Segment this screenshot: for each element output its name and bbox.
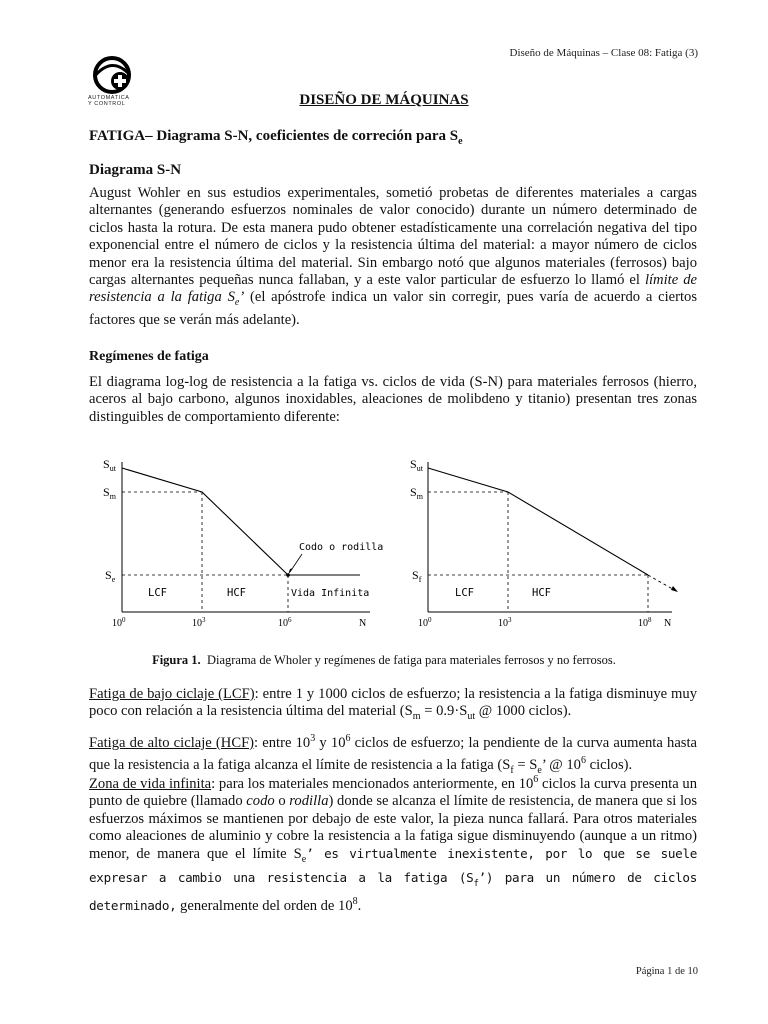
- hcf-text-3: ciclos de esfuerzo; la pendiente de la curva aumenta hasta que la resistencia a la fatiga alcanza el límite de resistencia a la fatiga (S: [89, 734, 698, 774]
- infinite-text-5: generalmente del orden de 10: [176, 897, 353, 914]
- paragraph-regimenes: El diagrama log-log de resistencia a la fatiga vs. ciclos de vida (S-N) para materiales ferrosos (hierro, aceros al bajo carbono, algunos inoxidables, aleaciones de molibdeno y titanio) presentan tres zonas distinguibles de comportamiento diferente:: [89, 374, 697, 425]
- right-diagram: [410, 457, 678, 629]
- subtitle-subscript: e: [458, 136, 463, 147]
- logo-caption-line1: AUTOMATICA: [88, 95, 130, 101]
- heading-diagrama-sn: Diagrama S-N: [89, 162, 182, 178]
- hcf-text-4: = S: [513, 757, 538, 774]
- lcf-text-1: : entre 1 y 1000 ciclos de esfuerzo; la resistencia a la fatiga disminuye muy poco con relación a la resistencia última del material (S: [89, 686, 697, 720]
- right-sn-curve: [428, 468, 648, 575]
- figure-sn-diagrams: [0, 440, 768, 640]
- subtitle-text: FATIGA– Diagrama S-N, coeficientes de correción para S: [89, 128, 459, 144]
- logo-emblem-icon: [86, 55, 146, 97]
- left-y-label-se: $S_e$: [105, 568, 116, 584]
- right-y-label-sf: $S_f$: [412, 568, 422, 584]
- left-zone-lcf: LCF: [148, 587, 167, 599]
- infinite-text-2: ciclos la curva presenta un punto de quiebre (llamado: [89, 775, 698, 810]
- document-title: DISEÑO DE MÁQUINAS: [299, 92, 469, 108]
- right-arrowhead: [671, 586, 678, 592]
- caption-text: Diagrama de Wholer y regímenes de fatiga para materiales ferrosos y no ferrosos.: [206, 653, 616, 667]
- wohler-term-tail: ’: [239, 289, 245, 306]
- document-subtitle: [89, 128, 463, 147]
- infinite-italic-codo: codo: [246, 793, 275, 810]
- lcf-text-3: @ 1000 ciclos).: [475, 703, 572, 720]
- hcf-sub-1: f: [510, 765, 514, 777]
- running-header: Diseño de Máquinas – Clase 08: Fatiga (3): [509, 47, 698, 59]
- infinite-mono-sub: f: [473, 878, 479, 889]
- paragraph-lcf: [89, 686, 697, 726]
- infinite-mono-1: ’ es virtualmente inexistente, por lo que se suele expresar a cambio una resistencia a la fatiga (S: [89, 846, 698, 885]
- right-zone-hcf: HCF: [532, 587, 551, 599]
- hcf-sup-3: 6: [580, 755, 586, 767]
- left-y-label-sut: $S_{ut}$: [103, 457, 116, 473]
- infinite-sup-2: 8: [352, 896, 358, 908]
- paragraph-wohler: [89, 185, 697, 329]
- hcf-text-5: ’ @ 10: [541, 757, 581, 774]
- lcf-sub-2: ut: [467, 711, 476, 723]
- right-x-label-1e3: $10^3$: [498, 616, 512, 629]
- infinite-text-1: : para los materiales mencionados anteriormente, en 10: [211, 775, 534, 792]
- hcf-text-1: : entre 10: [254, 734, 311, 751]
- left-zone-infinite: Vida Infinita: [291, 588, 370, 599]
- page-footer: Página 1 de 10: [635, 966, 698, 977]
- left-axis-label-n: N: [359, 618, 367, 629]
- left-x-label-1e3: $10^3$: [192, 616, 206, 629]
- hcf-sup-1: 3: [310, 733, 316, 744]
- infinite-text-3: o: [274, 793, 290, 810]
- hcf-text-2: y 10: [315, 734, 346, 751]
- left-x-label-1e0: $10^0$: [112, 616, 126, 629]
- left-sn-curve: [122, 468, 360, 575]
- heading-regimenes: Regímenes de fatiga: [89, 349, 209, 364]
- infinite-sup-1: 6: [533, 774, 539, 785]
- left-x-label-1e6: $10^6$: [278, 616, 292, 629]
- infinite-mono-2: ’) para un número de ciclos determinado,: [89, 869, 697, 913]
- right-zone-lcf: LCF: [455, 587, 474, 599]
- wohler-term-sub: e: [234, 297, 240, 309]
- lcf-sub-1: m: [412, 711, 421, 723]
- paragraph-infinite-life: [89, 771, 697, 915]
- right-x-label-1e8: $10^8$: [638, 616, 652, 629]
- caption-label: Figura 1.: [152, 653, 201, 667]
- left-zone-hcf: HCF: [227, 587, 246, 599]
- sn-diagrams-svg: [0, 440, 768, 640]
- left-y-label-sm: $S_m$: [103, 485, 116, 501]
- right-y-label-sm: $S_m$: [410, 485, 423, 501]
- infinite-text-6: .: [357, 897, 362, 914]
- wohler-text-2: (el apóstrofe indica un valor sin corregir, pues varía de acuerdo a ciertos factores que se verán más adelante).: [89, 289, 698, 328]
- hcf-term: Fatiga de alto ciclaje (HCF): [89, 734, 255, 751]
- wohler-text-1: August Wohler en sus estudios experimentales, sometió probetas de diferentes materiales a cargas alternantes (generando esfuerzos nominales de valor conocido) durante un número determinado de ciclos hasta la rotura. De esta manera pudo obtener estadísticamente una correlación negativa del tipo exponencial entre el número de ciclos y la resistencia última del material: a mayor número de ciclos menor era la resistencia última del material. Sin embargo notó que algunos materiales (ferrosos) bajo cargas alternantes pequeñas nunca fallaban, y a este valor particular de esfuerzo lo llamó el: [89, 185, 697, 289]
- left-diagram: [103, 457, 383, 629]
- right-x-label-1e0: $10^0$: [418, 616, 432, 629]
- infinite-text-4: ) donde se alcanza el límite de resistencia, de manera que si los esfuerzos máximos se mantienen por debajo de este valor, la pieza nunca fallará. Para otros materiales como aleaciones de aluminio y cobre la resistencia a la fatiga sigue disminuyendo (aunque a un ritmo) menor, de manera que el límite S: [89, 793, 697, 863]
- right-axis-label-n: N: [664, 618, 672, 629]
- wohler-term-text: límite de resistencia a la fatiga S: [89, 272, 697, 306]
- hcf-sub-2: e: [537, 765, 542, 777]
- infinite-sub-1: e: [301, 854, 307, 866]
- infinite-italic-rodilla: rodilla: [289, 793, 329, 810]
- left-annotation-codo: Codo o rodilla: [299, 542, 384, 553]
- right-y-label-sut: $S_{ut}$: [410, 457, 423, 473]
- lcf-term: Fatiga de bajo ciclaje (LCF): [89, 686, 255, 702]
- hcf-sup-2: 6: [345, 733, 351, 744]
- infinite-term: Zona de vida infinita: [89, 775, 212, 792]
- lcf-text-2: = 0.9·S: [420, 703, 468, 720]
- hcf-text-6: ciclos).: [585, 757, 633, 774]
- logo-caption-line2: Y CONTROL: [88, 101, 126, 107]
- figure-caption: [0, 653, 768, 668]
